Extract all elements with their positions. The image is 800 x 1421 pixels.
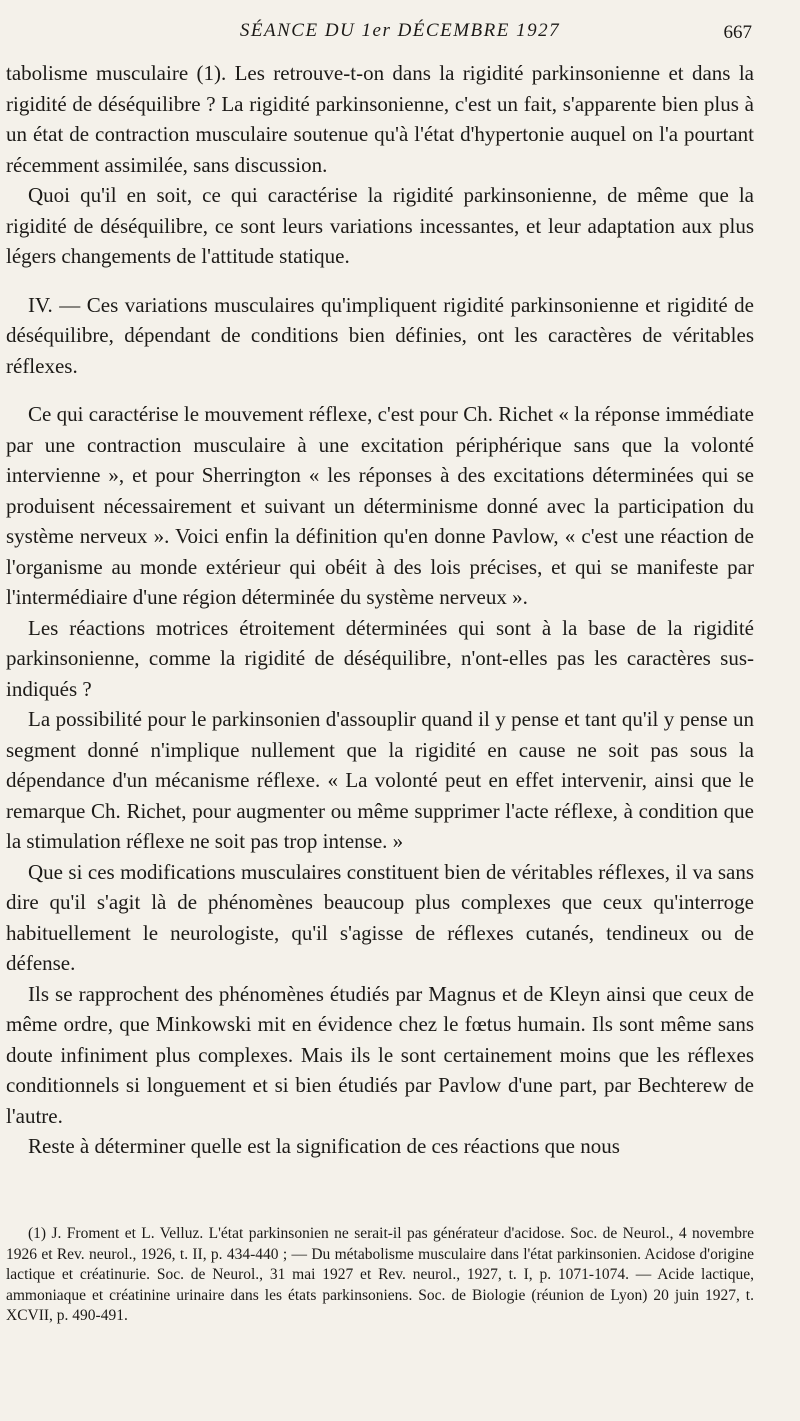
paragraph: Que si ces modifications musculaires constituent bien de véritables réflexes, il va sans dire qu'il s'agit là de phénomènes beaucoup plus complexes que ceux qu'interroge habituellement le neurologiste, qu'il s'agisse de réflexes cutanés, tendineux ou de défense. xyxy=(6,859,754,975)
page-header xyxy=(0,20,800,48)
page-number: 667 xyxy=(723,22,752,43)
body-text xyxy=(6,58,754,1162)
footnote: (1) J. Froment et L. Velluz. L'état parkinsonien ne serait-il pas générateur d'acidose. Soc. de Neurol., 4 novembre 1926 et Rev. neurol., 1926, t. II, p. 434-440 ; — Du métabolisme musculaire dans l'état parkinsonien. Acidose d'origine lactique et créatinurie. Soc. de Neurol., 31 mai 1927 et Rev. neurol., 1927, t. I, p. 1071-1074. — Acide lactique, ammoniaque et créatinine urinaire dans les états parkinsoniens. Soc. de Biologie (réunion de Lyon) 20 juin 1927, t. XCVII, p. 490-491. xyxy=(6,1225,754,1324)
section-heading-iv: IV. — Ces variations musculaires qu'impliquent rigidité parkinsonienne et rigidité de déséquilibre, dépendant de conditions bien définies, ont les caractères de véritables réflexes. xyxy=(6,292,754,378)
paragraph: Reste à déterminer quelle est la signification de ces réactions que nous xyxy=(28,1134,620,1158)
paragraph: Ils se rapprochent des phénomènes étudiés par Magnus et de Kleyn ainsi que ceux de même ordre, que Minkowski mit en évidence chez le fœtus humain. Ils sont même sans doute infiniment plus complexes. Mais ils le sont certainement moins que les réflexes conditionnels si longuement et si bien étudiés par Pavlow d'une part, par Bechterew de l'autre. xyxy=(6,981,754,1128)
paragraph: La possibilité pour le parkinsonien d'assouplir quand il y pense et tant qu'il y pense un segment donné n'implique nullement que la rigidité en cause ne soit pas sous la dépendance d'un mécanisme réflexe. « La volonté peut en effet intervenir, ainsi que le remarque Ch. Richet, pour augmenter ou même supprimer l'acte réflexe, à condition que la stimulation réflexe ne soit pas trop intense. » xyxy=(6,707,754,853)
running-head: SÉANCE DU 1er DÉCEMBRE 1927 xyxy=(239,20,561,41)
footnotes xyxy=(6,1224,754,1327)
paragraph: Quoi qu'il en soit, ce qui caractérise la rigidité parkinsonienne, de même que la rigidité de déséquilibre, ce sont leurs variations incessantes, et leur adaptation aux plus légers changements de l'attitude statique. xyxy=(6,183,754,268)
paragraph: Les réactions motrices étroitement déterminées qui sont à la base de la rigidité parkinsonienne, comme la rigidité de déséquilibre, n'ont-elles pas les caractères sus-indiqués ? xyxy=(6,615,754,701)
paragraph: Ce qui caractérise le mouvement réflexe, c'est pour Ch. Richet « la réponse immédiate par une contraction musculaire à une excitation périphérique sans que la volonté intervienne », et pour Sherrington « les réponses à des excitations déterminées qui se produisent nécessairement et suivant un déterminisme donné avec la participation du système nerveux ». Voici enfin la définition qu'en donne Pavlow, « c'est une réaction de l'organisme au monde extérieur qui obéit à des lois précises, et qui se manifeste par l'intermédiaire d'une région déterminée du système nerveux ». xyxy=(6,402,754,609)
paragraph-continuation: tabolisme musculaire (1). Les retrouve-t-on dans la rigidité parkinsonienne et dans la rigidité de déséquilibre ? La rigidité parkinsonienne, c'est un fait, s'apparente bien plus à un état de contraction musculaire soutenue qu'à l'état d'hypertonie auquel on l'a pourtant récemment assimilée, sans discussion. xyxy=(6,61,754,177)
